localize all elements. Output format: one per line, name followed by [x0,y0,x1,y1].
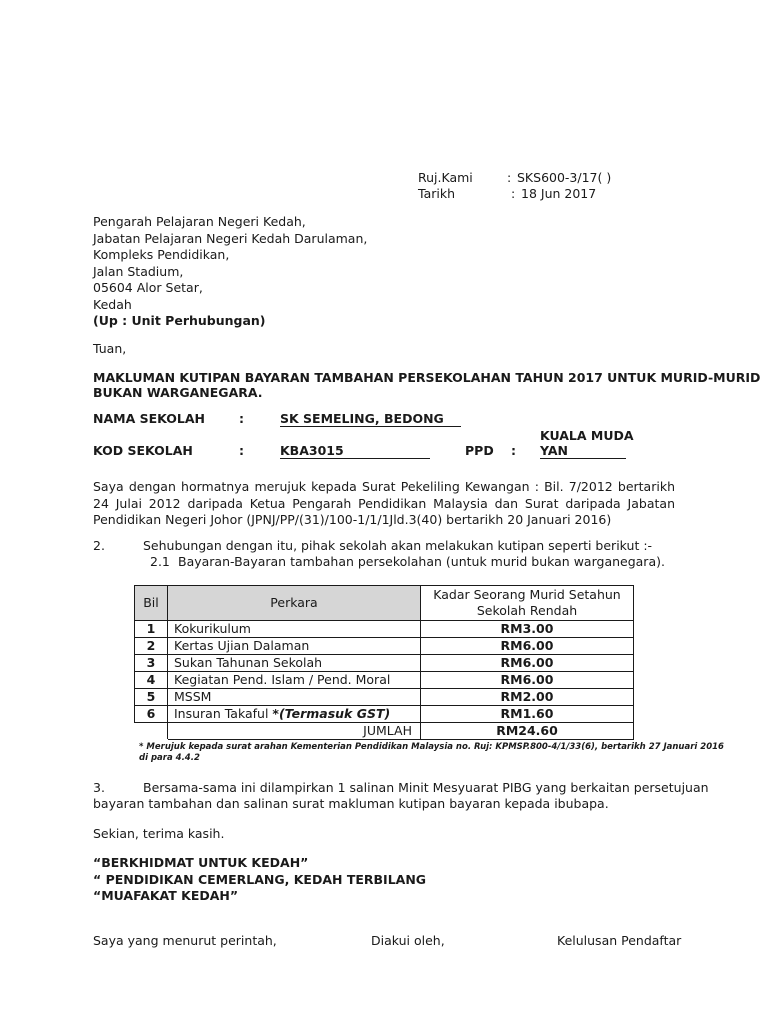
subject-line: BUKAN WARGANEGARA. [93,385,263,400]
motto-line: “MUAFAKAT KEDAH” [93,888,239,903]
ppd-value-line1: KUALA MUDA [540,428,634,443]
paragraph-2-1-number: 2.1 [150,554,170,569]
paragraph-2-1-text: Bayaran-Bayaran tambahan persekolahan (untuk murid bukan warganegara). [178,554,665,569]
row-perkara [168,621,421,638]
date-value: 18 Jun 2017 [521,186,597,201]
paragraph-2-number: 2. [93,538,105,553]
row-amount: RM2.00 [421,689,634,706]
school-code-label: KOD SEKOLAH [93,443,193,458]
date-colon: : [511,186,516,201]
school-name-value: SK SEMELING, BEDONG [280,411,461,427]
school-code-colon: : [239,443,244,458]
address-line: Pengarah Pelajaran Negeri Kedah, [93,214,306,229]
row-perkara [168,672,421,689]
paragraph-1: Saya dengan hormatnya merujuk kepada Surat Pekeliling Kewangan : Bil. 7/2012 bertarikh 24 Julai 2012 daripada Ketua Pengarah Pendidikan Malaysia dan Surat daripada Jabatan Pendidikan Negeri Johor (JPNJ/PP/(31)/100-1/1/1Jld.3(40) bertarikh 20 Januari 2016) [93,479,675,527]
salutation: Tuan, [93,341,127,356]
recipient-address [93,214,367,330]
address-line: Kompleks Pendidikan, [93,247,230,262]
ref-value: SKS600-3/17( ) [517,170,612,185]
signature-middle: Diakui oleh, [371,933,445,948]
row-item-text: Kegiatan Pend. Islam / Pend. Moral [174,672,391,687]
total-row [135,723,634,740]
signature-right: Kelulusan Pendaftar [557,933,682,948]
total-label: JUMLAH [168,723,421,740]
total-amount: RM24.60 [421,723,634,740]
row-item-text: Sukan Tahunan Sekolah [174,655,323,670]
column-header-perkara: Perkara [168,586,421,621]
ppd-colon: : [511,443,516,458]
motto-line: “ PENDIDIKAN CEMERLANG, KEDAH TERBILANG [93,871,427,887]
row-amount: RM6.00 [421,655,634,672]
closing: Sekian, terima kasih. [93,826,225,841]
column-header-kadar-line2: Sekolah Rendah [476,603,578,618]
attention-line: (Up : Unit Perhubungan) [93,313,266,328]
paragraph-3-line2: bayaran tambahan dan salinan surat makluman kutipan bayaran kepada ibubapa. [93,796,609,811]
row-bil: 2 [135,638,168,655]
row-bil: 3 [135,655,168,672]
fee-table [134,585,634,740]
ref-label: Ruj.Kami [418,170,473,185]
row-item-text: Kertas Ujian Dalaman [174,638,310,653]
subject-line: MAKLUMAN KUTIPAN BAYARAN TAMBAHAN PERSEKOLAHAN TAHUN 2017 UNTUK MURID-MURID [93,370,761,385]
row-amount: RM3.00 [421,621,634,638]
subject [93,370,760,400]
school-name-colon: : [239,411,244,426]
signature-left: Saya yang menurut perintah, [93,933,277,948]
table-row [135,672,634,689]
row-perkara [168,706,421,723]
ppd-value-line2: YAN [540,443,626,459]
row-bil: 6 [135,706,168,723]
fee-table-body [135,621,634,723]
school-name-label: NAMA SEKOLAH [93,411,205,426]
address-line: Jalan Stadium, [93,263,184,279]
address-line: Kedah [93,296,132,312]
row-item-text: Kokurikulum [174,621,251,636]
table-row [135,655,634,672]
paragraph-3-number: 3. [93,780,105,795]
address-line: 05604 Alor Setar, [93,280,203,295]
address-line: Jabatan Pelajaran Negeri Kedah Darulaman, [93,230,368,246]
column-header-kadar-line1: Kadar Seorang Murid Setahun [433,587,621,602]
row-amount: RM6.00 [421,672,634,689]
mottos [93,855,426,905]
row-perkara [168,638,421,655]
paragraph-3-line1: Bersama-sama ini dilampirkan 1 salinan Minit Mesyuarat PIBG yang berkaitan persetujuan [143,780,709,795]
row-amount: RM1.60 [421,706,634,723]
ppd-label: PPD [465,443,494,458]
row-item-text: Insuran Takaful [174,706,273,721]
row-item-note: *(Termasuk GST) [272,706,391,721]
row-bil: 4 [135,672,168,689]
row-amount: RM6.00 [421,638,634,655]
footnote-line: * Merujuk kepada surat arahan Kementerian Pendidikan Malaysia no. Ruj: KPMSP.800-4/1/33(6), bertarikh 27 Januari 2016 [139,742,724,752]
table-row [135,621,634,638]
column-header-kadar [421,586,634,621]
column-header-bil: Bil [135,586,168,621]
ref-colon: : [507,170,512,185]
motto-line: “BERKHIDMAT UNTUK KEDAH” [93,855,309,870]
row-perkara [168,655,421,672]
total-spacer [135,723,168,740]
date-label: Tarikh [418,186,455,201]
school-code-value: KBA3015 [280,443,430,459]
row-perkara [168,689,421,706]
paragraph-2-text: Sehubungan dengan itu, pihak sekolah akan melakukan kutipan seperti berikut :- [143,538,653,553]
row-bil: 5 [135,689,168,706]
row-bil: 1 [135,621,168,638]
table-row [135,638,634,655]
table-footnote [139,742,724,764]
row-item-text: MSSM [174,689,212,704]
table-row [135,689,634,706]
table-row [135,706,634,723]
footnote-line: di para 4.4.2 [139,753,200,763]
